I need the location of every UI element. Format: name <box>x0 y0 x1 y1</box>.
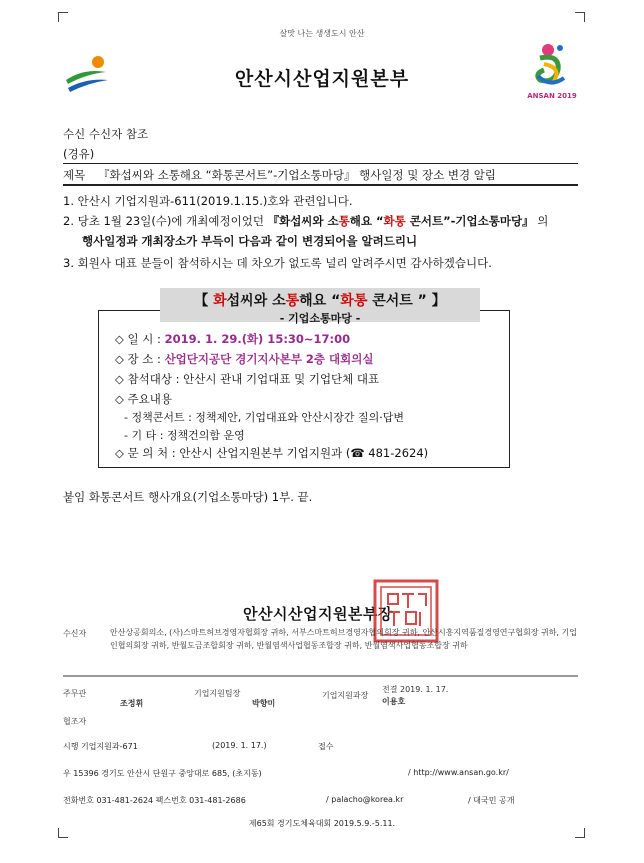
attachment-line: 붙임 화통콘서트 행사개요(기업소통마당) 1부. 끝. <box>63 490 313 504</box>
paragraph-2-line2: 행사일정과 개최장소가 부득이 다음과 같이 변경되어을 알려드리니 <box>82 234 418 248</box>
place-label: ◇ 장 소 : <box>115 352 161 366</box>
place-value: 산업단지공단 경기지사본부 2층 대회의실 <box>164 352 374 366</box>
p2-title-e: 통 <box>394 214 406 228</box>
paragraph-3: 3. 회원사 대표 분들이 참석하시는 데 차오가 없도록 널리 알려주시면 감사하겠습니다. <box>63 256 492 270</box>
head-g: 콘서트 ” 】 <box>367 293 446 309</box>
recipients-label: 수신자 <box>63 629 87 638</box>
contact-row: ◇ 문 의 처 : 안산시 산업지원본부 기업지원과 (☎ 481-2624) <box>115 446 429 460</box>
city-motto: 살맛 나는 생생도시 안산 <box>279 29 365 38</box>
event-logo-text: ANSAN 2019 <box>527 92 577 100</box>
content-item-1: - 정책콘서트 : 정책제안, 기업대표와 안산시장간 질의·답변 <box>124 411 405 424</box>
p2-title-c: 해요 “ <box>349 214 384 228</box>
subject-label: 제목 <box>63 168 86 182</box>
place-row <box>115 351 373 367</box>
phone-fax: 전화번호 031-481-2624 팩스번호 031-481-2686 <box>63 796 246 805</box>
disclosure: / 대국민 공개 <box>468 796 515 805</box>
head-open: 【 <box>194 293 214 309</box>
paragraph-1: 1. 안산시 기업지원과-611(2019.1.15.)호와 관련입니다. <box>63 194 353 208</box>
footer-slogan: 제65회 경기도체육대회 2019.5.9.-5.11. <box>248 819 396 828</box>
p2-title-a: 『화섭씨와 소 <box>267 214 339 228</box>
p2-suffix: 의 <box>533 214 549 228</box>
email[interactable]: / palacho@korea.kr <box>326 795 404 804</box>
recipients-text: 안산상공회의소, (사)스마트허브경영자협회장 귀하, 서부스마트허브경영자협의회장 귀하, 안산시흥지역품질경영연구협회장 귀하, 기업인협의회장 귀하, 반월도금조합회장 귀하, 반월염색사업협동조합장 귀하, 반월염색사업협동조합장 귀하 <box>110 628 577 650</box>
corner-mark <box>58 828 68 838</box>
divider <box>63 184 578 186</box>
head-d: 해요 “ <box>299 293 341 309</box>
sender-title: 안산시산업지원본부장 <box>243 605 393 623</box>
receipt-label: 접수 <box>318 742 334 751</box>
subject-text: 『화섭씨와 소통해요 “화통콘서트”-기업소통마당』 행사일정 및 장소 변경 알림 <box>98 168 496 182</box>
approval-date-3: 전결 2019. 1. 17. <box>382 685 449 694</box>
approval-role-1: 주무관 <box>63 689 87 698</box>
date-row <box>115 331 350 347</box>
event-box-header <box>160 288 480 325</box>
head-b: 섭씨와 소 <box>226 293 286 309</box>
head-e: 화 <box>340 293 354 309</box>
exec-label: 시행 기업지원과-671 <box>63 742 138 751</box>
address: 우 15396 경기도 안산시 단원구 중앙대로 685, (초지동) <box>63 769 262 778</box>
approval-name-2: 박향미 <box>252 699 276 708</box>
p2-title-b: 통 <box>338 214 350 228</box>
date-value: 2019. 1. 29.(화) 15:30~17:00 <box>164 332 351 346</box>
attendee-row: ◇ 참석대상 : 안산시 관내 기업대표 및 기업단체 대표 <box>115 372 380 386</box>
via-line: (경유) <box>63 147 95 161</box>
event-box-subtitle: - 기업소통마당 - <box>279 312 361 325</box>
approval-role-3: 기업지원과장 <box>322 691 369 700</box>
divider <box>63 163 578 164</box>
approval-name-3: 이용호 <box>382 697 406 706</box>
p2-title-d: 화 <box>383 214 395 228</box>
recipient-line: 수신 수신자 참조 <box>63 127 149 141</box>
corner-mark <box>58 12 68 22</box>
p2-title-f: 콘서트”-기업소통마당』 <box>405 214 534 228</box>
org-title: 안산시산업지원본부 <box>234 68 410 90</box>
exec-date: (2019. 1. 17.) <box>212 741 267 750</box>
paragraph-2 <box>63 212 583 231</box>
content-label: ◇ 주요내용 <box>115 392 172 406</box>
approval-name-1: 조정휘 <box>120 699 144 708</box>
p2-prefix: 2. 당초 1월 23일(수)에 개최예정이었던 <box>63 214 268 228</box>
homepage[interactable]: / http://www.ansan.go.kr/ <box>408 768 509 777</box>
event-box-title <box>160 288 480 310</box>
date-label: ◇ 일 시 : <box>115 332 161 346</box>
corner-mark <box>575 12 585 22</box>
approval-role-2: 기업지원팀장 <box>194 689 241 698</box>
divider <box>63 675 578 677</box>
head-c: 통 <box>285 293 300 309</box>
corner-mark <box>575 828 585 838</box>
head-f: 통 <box>353 293 368 309</box>
head-a: 화 <box>213 293 227 309</box>
cooperator-label: 협조자 <box>63 717 87 726</box>
content-item-2: - 기 타 : 정책건의함 운영 <box>124 429 245 442</box>
